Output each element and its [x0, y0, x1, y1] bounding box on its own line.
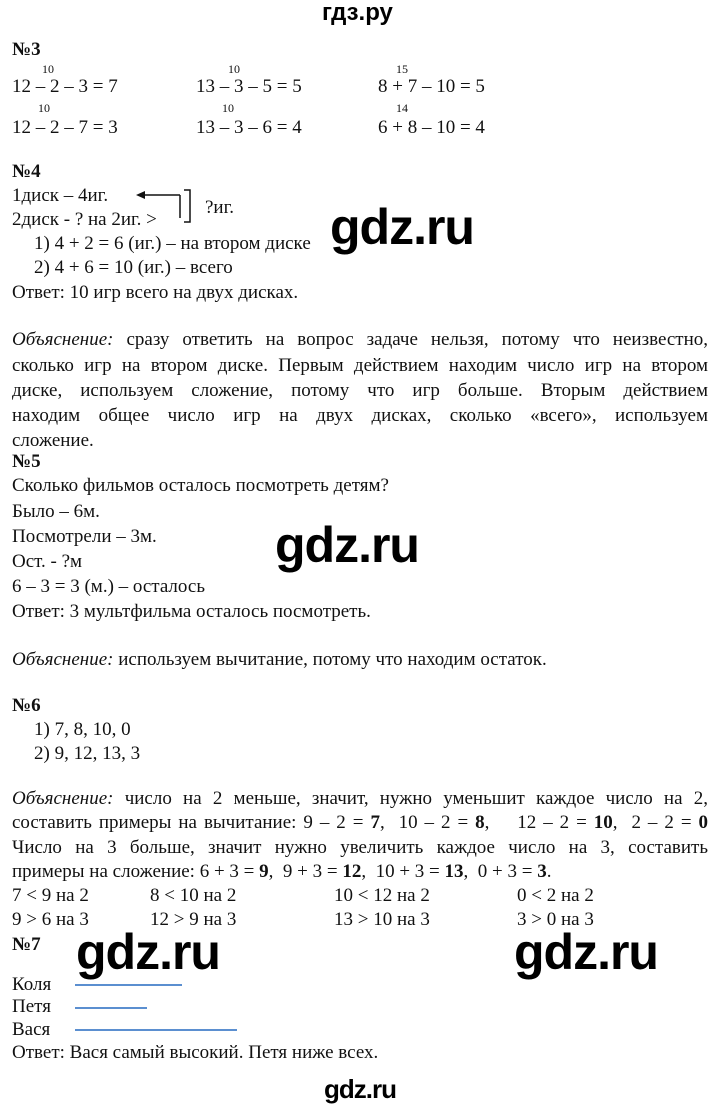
result: 3	[537, 861, 547, 882]
name-petya: Петя	[12, 996, 51, 1017]
explanation-text: число на 2 меньше, значит, нужно уменьшит каждое число на 2,	[113, 788, 708, 809]
header-title: гдз.ру	[322, 0, 393, 26]
explanation-line	[12, 648, 547, 672]
explanation-line	[12, 787, 708, 811]
task-5-title: №5	[12, 451, 41, 472]
text: примеры на сложение: 6 + 3 =	[12, 861, 260, 882]
explanation-text: используем вычитание, потому что находим остаток.	[113, 649, 547, 670]
comparison: 3 > 0 на 3	[517, 909, 594, 930]
watermark: gdz.ru	[275, 517, 419, 573]
task-3-title: №3	[12, 39, 41, 60]
result: 8	[475, 812, 485, 833]
explanation-line	[12, 860, 551, 884]
explanation-line	[12, 811, 708, 835]
text: составить примеры на вычитание: 9 – 2 =	[12, 812, 371, 833]
comparison: 10 < 12 на 2	[334, 885, 430, 906]
text: , 12 – 2 =	[484, 812, 594, 833]
equation: 6 + 8 – 10 = 4	[378, 117, 485, 138]
result: 9	[259, 861, 269, 882]
watermark: gdz.ru	[514, 924, 658, 980]
explanation-line	[12, 328, 708, 352]
watermark: gdz.ru	[76, 924, 220, 980]
explanation-line: сколько игр на втором диске. Первым действием находим число игр на втором	[12, 355, 708, 376]
sup: 10	[42, 62, 54, 76]
solution-step: 1) 7, 8, 10, 0	[34, 719, 131, 740]
watermark: gdz.ru	[330, 199, 474, 255]
result: 0	[698, 812, 709, 833]
height-bar-kolya	[75, 984, 182, 986]
question-text: ?иг.	[205, 197, 235, 218]
text: .	[546, 861, 552, 882]
equation: 13 – 3 – 5 = 5	[196, 76, 302, 97]
comparison: 12 > 9 на 3	[150, 909, 237, 930]
solution-step: 2) 9, 12, 13, 3	[34, 743, 141, 764]
text-line: Сколько фильмов осталось посмотреть детям?	[12, 475, 389, 496]
explanation-label: Объяснение:	[12, 649, 114, 670]
result: 12	[342, 861, 362, 882]
name-kolya: Коля	[12, 974, 52, 995]
bracket-arrow-icon	[136, 188, 196, 228]
sup: 10	[222, 101, 234, 115]
text: , 10 – 2 =	[379, 812, 476, 833]
given-line: 2диск - ? на 2иг. >	[12, 209, 157, 230]
result: 10	[593, 812, 613, 833]
sup: 10	[228, 62, 240, 76]
comparison: 7 < 9 на 2	[12, 885, 89, 906]
explanation-line: Число на 3 больше, значит нужно увеличить каждое число на 3, составить	[12, 837, 708, 858]
explanation-label: Объяснение:	[12, 788, 114, 809]
task-7-title: №7	[12, 934, 41, 955]
explanation-line: находим общее число игр на двух дисках, сколько «всего», используем	[12, 405, 708, 426]
solution-step: 2) 4 + 6 = 10 (иг.) – всего	[34, 257, 233, 278]
text-line: Было – 6м.	[12, 501, 100, 522]
answer: Ответ: 10 игр всего на двух дисках.	[12, 282, 299, 303]
task-4-title: №4	[12, 161, 41, 182]
text-line: Посмотрели – 3м.	[12, 526, 157, 547]
text: , 10 + 3 =	[361, 861, 445, 882]
equation: 12 – 2 – 3 = 7	[12, 76, 118, 97]
equation: 12 – 2 – 7 = 3	[12, 117, 118, 138]
height-bar-vasya	[75, 1029, 237, 1031]
explanation-text: сразу ответить на вопрос задаче нельзя, потому что неизвестно,	[113, 329, 708, 350]
height-bar-petya	[75, 1007, 147, 1009]
text-line: 6 – 3 = 3 (м.) – осталось	[12, 576, 205, 597]
comparison: 8 < 10 на 2	[150, 885, 237, 906]
text: , 2 – 2 =	[612, 812, 699, 833]
result: 13	[444, 861, 464, 882]
explanation-label: Объяснение:	[12, 329, 114, 350]
text-line: Ост. - ?м	[12, 551, 83, 572]
sup: 14	[396, 101, 408, 115]
name-vasya: Вася	[12, 1019, 51, 1040]
comparison: 9 > 6 на 3	[12, 909, 89, 930]
result: 7	[370, 812, 380, 833]
text: , 9 + 3 =	[268, 861, 343, 882]
explanation-line: сложение.	[12, 430, 94, 451]
answer: Ответ: Вася самый высокий. Петя ниже всех.	[12, 1042, 379, 1063]
comparison: 0 < 2 на 2	[517, 885, 594, 906]
answer: Ответ: 3 мультфильма осталось посмотреть.	[12, 601, 371, 622]
sup: 10	[38, 101, 50, 115]
task-6-title: №6	[12, 695, 41, 716]
explanation-line: диске, используем сложение, потому что игр больше. Вторым действием	[12, 380, 708, 401]
equation: 13 – 3 – 6 = 4	[196, 117, 302, 138]
footer-watermark: gdz.ru	[324, 1074, 396, 1104]
text: , 0 + 3 =	[463, 861, 538, 882]
sup: 15	[396, 62, 408, 76]
solution-step: 1) 4 + 2 = 6 (иг.) – на втором диске	[34, 233, 311, 254]
comparison: 13 > 10 на 3	[334, 909, 430, 930]
given-line: 1диск – 4иг.	[12, 185, 109, 206]
equation: 8 + 7 – 10 = 5	[378, 76, 485, 97]
